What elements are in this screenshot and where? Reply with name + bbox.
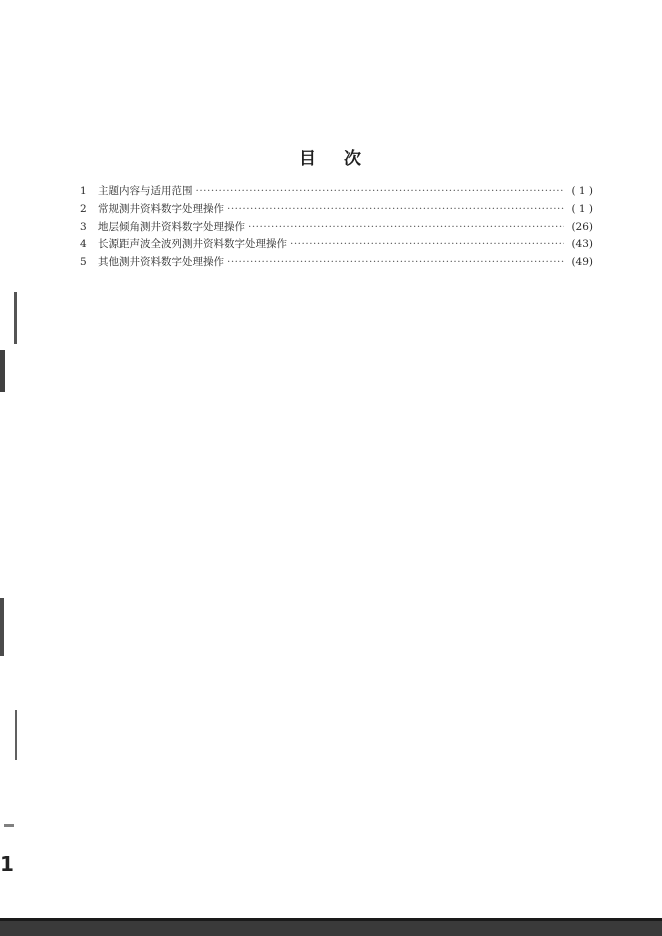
toc-leader-dots (227, 254, 564, 272)
toc-entry (80, 236, 593, 254)
toc-entry-number: 1 (80, 185, 87, 197)
toc-entry-title: 主题内容与适用范围 (98, 185, 193, 197)
toc-entry-page: (49) (571, 256, 593, 269)
toc-title-part1: 目 (299, 149, 318, 169)
toc-entry-title: 地层倾角测井资料数字处理操作 (98, 220, 245, 233)
scan-bottom-band (0, 918, 662, 936)
toc-title (0, 144, 662, 169)
toc-entry-number: 2 (80, 202, 87, 215)
toc-entry (80, 254, 593, 272)
toc-leader-dots (248, 219, 564, 237)
toc-entry-page: (26) (571, 220, 593, 233)
toc-entry-title: 长源距声波全波列测井资料数字处理操作 (98, 238, 287, 251)
scan-artifact-left-5 (4, 824, 14, 827)
toc-entry (80, 183, 593, 201)
toc-entry-page: (43) (571, 238, 593, 251)
toc-entry-page: ( 1 ) (571, 202, 593, 215)
toc-entry-number: 4 (80, 238, 87, 251)
toc-title-part2: 次 (344, 149, 363, 169)
scan-artifact-left-2 (0, 350, 5, 392)
edge-page-digit: 1 (0, 852, 14, 876)
toc-entry-title: 常规测井资料数字处理操作 (98, 202, 224, 215)
toc-entry-page: ( 1 ) (571, 185, 593, 197)
scan-artifact-left-3 (0, 598, 4, 656)
toc-entry-title: 其他测井资料数字处理操作 (98, 256, 224, 269)
toc-leader-dots (227, 201, 564, 219)
toc-list (80, 183, 593, 272)
toc-entry-number: 3 (80, 220, 87, 233)
toc-leader-dots (290, 236, 564, 254)
toc-leader-dots (196, 183, 565, 201)
toc-entry-number: 5 (80, 256, 87, 269)
toc-entry (80, 201, 593, 219)
scan-artifact-left-4 (15, 710, 17, 760)
scan-artifact-left-1 (14, 292, 17, 344)
toc-entry (80, 219, 593, 237)
